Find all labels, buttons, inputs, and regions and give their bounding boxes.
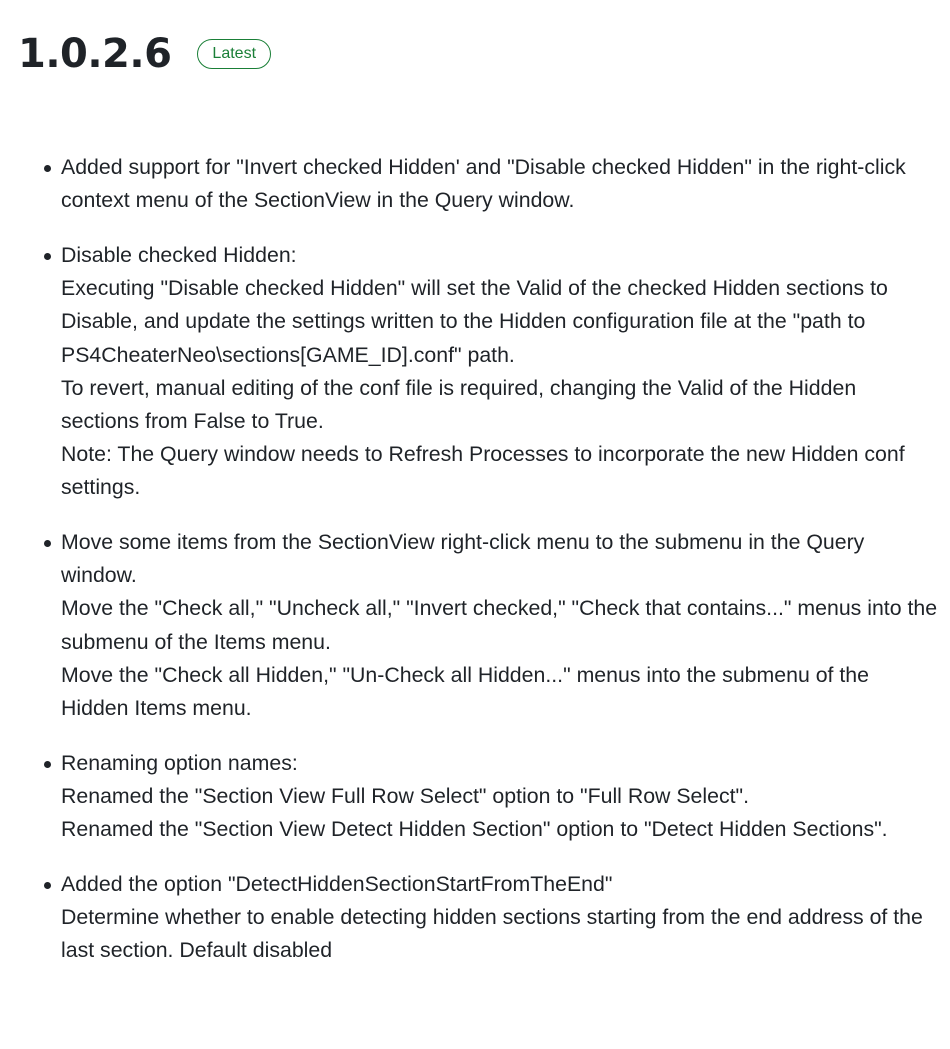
list-item [18, 868, 938, 968]
note-line: Move the "Check all Hidden," "Un-Check all Hidden..." menus into the submenu of the Hidden Items menu. [61, 662, 869, 721]
note-line: Added support for "Invert checked Hidden' and "Disable checked Hidden" in the right-click context menu of the SectionView in the Query window. [61, 155, 906, 213]
note-line: Renaming option names: [61, 750, 298, 775]
note-line: Disable checked Hidden: [61, 242, 297, 267]
list-item [18, 526, 938, 725]
note-line: Executing "Disable checked Hidden" will set the Valid of the checked Hidden sections to Disable, and update the settings written to the Hidden configuration file at the "path to PS4CheaterNeo\sections[GAME_ID].conf" path. [61, 276, 888, 367]
bullet-icon [44, 540, 51, 547]
list-item [18, 239, 938, 505]
note-line: Move the "Check all," "Uncheck all," "Invert checked," "Check that contains..." menus into the submenu of the Items menu. [61, 596, 938, 654]
release-header [18, 28, 950, 80]
note-line: Renamed the "Section View Detect Hidden Section" option to "Detect Hidden Sections". [61, 817, 888, 842]
bullet-icon [44, 165, 51, 172]
note-line: Move some items from the SectionView right-click menu to the submenu in the Query window. [61, 530, 865, 588]
release-notes-list [18, 151, 938, 967]
note-line: Added the option "DetectHiddenSectionStartFromTheEnd" [61, 871, 613, 896]
release-container [0, 28, 950, 1049]
release-version-title: 1.0.2.6 [18, 31, 172, 77]
bullet-icon [44, 761, 51, 768]
note-line: Note: The Query window needs to Refresh Processes to incorporate the new Hidden conf settings. [61, 442, 905, 500]
note-line: Renamed the "Section View Full Row Select" option to "Full Row Select". [61, 783, 750, 808]
list-item [18, 151, 938, 217]
note-line: To revert, manual editing of the conf file is required, changing the Valid of the Hidden sections from False to True. [61, 375, 857, 433]
latest-badge: Latest [197, 39, 271, 69]
note-line: Determine whether to enable detecting hidden sections starting from the end address of the last section. Default disabled [61, 905, 923, 963]
bullet-icon [44, 253, 51, 260]
bullet-icon [44, 882, 51, 889]
list-item [18, 747, 938, 847]
